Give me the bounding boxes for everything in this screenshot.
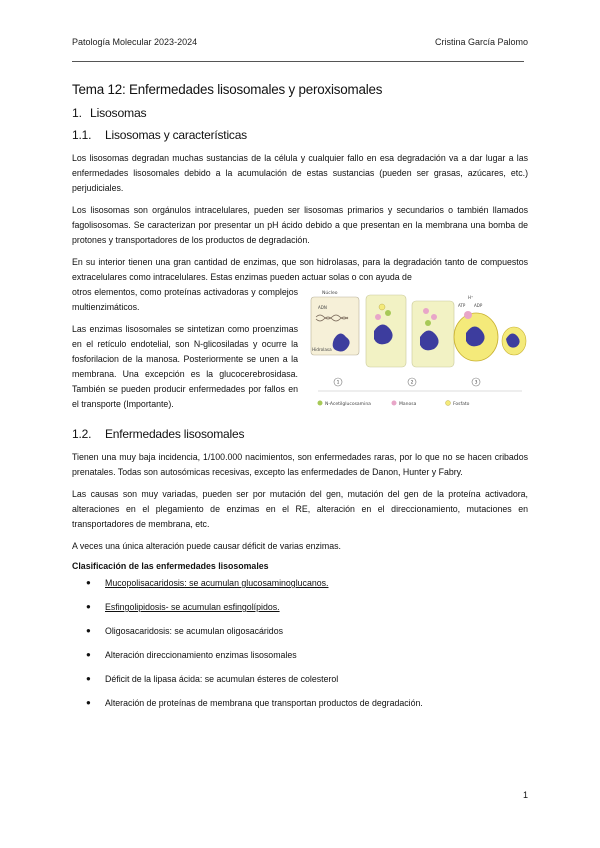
paragraph: En su interior tienen una gran cantidad de enzimas, que son hidrolasas, para la degradación tanto de compuestos extracelulares como intracelulares. Estas enzimas pueden actuar solas o con ayuda de [72, 257, 528, 282]
figure-wrap-section [72, 285, 528, 425]
label-h: H⁺ [468, 295, 474, 300]
lysosomal-enzyme-figure [308, 287, 528, 421]
paragraph: Tienen una muy baja incidencia, 1/100.000 nacimientos, son enfermedades raras, por lo que no se hacen cribados prenatales. Todas son autosómicas recesivas, excepto las enfermedades de Danon, Hunter y Fabry. [72, 452, 528, 477]
paragraph: A veces una única alteración puede causar déficit de varias enzimas. [72, 541, 341, 551]
list-item: ● Alteración de proteínas de membrana que transportan productos de degradación. [86, 698, 423, 708]
svg-text:2: 2 [410, 380, 414, 386]
section-heading-1: 1. Lisosomas [72, 106, 147, 120]
paragraph: Las causas son muy variadas, pueden ser por mutación del gen, mutación del gen de la proteína activadora, alteraciones en el plegamiento de enzimas en el RE, alteración en el direccionamiento, mutaciones en transportadores de membrana, etc. [72, 489, 528, 529]
paragraph: otros elementos, como proteínas activadoras y complejos multienzimáticos. [72, 287, 298, 312]
section-heading-1-1: 1.1. Lisosomas y características [72, 128, 247, 142]
legend-manosa-swatch [392, 401, 397, 406]
legend-manosa: Manosa [399, 402, 417, 407]
page-number: 1 [522, 790, 528, 800]
label-nucleo: Núcleo [322, 291, 338, 296]
legend-fosfato: Fosfato [453, 402, 470, 407]
label-hidrolasa: Hidrolasa [312, 347, 332, 352]
svg-text:1: 1 [336, 380, 340, 386]
label-atp: ATP [458, 303, 466, 308]
header-author: Cristina García Palomo [434, 37, 528, 47]
document-body [72, 82, 528, 721]
list-item: ● Alteración direccionamiento enzimas lisosomales [86, 650, 297, 660]
section-heading-1-2: 1.2. Enfermedades lisosomales [72, 427, 245, 441]
list-item: ● Déficit de la lipasa ácida: se acumulan ésteres de colesterol [86, 674, 339, 684]
classification-list [72, 577, 528, 709]
label-adp: ADP [474, 303, 483, 308]
legend-nacetyl-swatch [318, 401, 323, 406]
paragraph: Las enzimas lisosomales se sintetizan como proenzimas en el retículo endotelial, son N-glicosiladas y ocurre la fosforilacion de la manosa. Posteriormente se unen a la membrana. Una excepción es la glucocerebrosidasa. También se pueden producir enfermedades por fallos en el transporte (Importante). [72, 324, 298, 409]
svg-text:3: 3 [474, 380, 478, 386]
page-title: Tema 12: Enfermedades lisosomales y peroxisomales [72, 82, 383, 97]
legend-fosfato-swatch [446, 401, 451, 406]
legend-nacetyl: N-Acetilglucosamina [325, 402, 371, 407]
proton-pump-icon [464, 311, 472, 319]
header-rule [72, 61, 524, 62]
list-item: ● Mucopolisacaridosis: se acumulan glucosaminoglucanos. [86, 578, 329, 588]
header-course: Patología Molecular 2023-2024 [72, 37, 198, 47]
paragraph: Los lisosomas degradan muchas sustancias de la célula y cualquier fallo en esa degradación va a dar lugar a las enfermedades lisosomales debido a la acumulación de estas sustancias (pueden ser grasas, azúcares, etc.) perjudiciales. [72, 153, 528, 193]
list-item: ● Oligosacaridosis: se acumulan oligosacáridos [86, 626, 283, 636]
paragraph: Los lisosomas son orgánulos intracelulares, pueden ser lisosomas primarios y secundarios o también llamados fagolisosomas. Se caracterizan por presentar un pH ácido debido a que presentan en la membrana una bomba de protones y transportadores de los productos de degradación. [72, 205, 528, 245]
classification-title: Clasificación de las enfermedades lisosomales [72, 561, 269, 571]
label-adn: ADN [318, 305, 327, 310]
list-item: ● Esfingolipidosis- se acumulan esfingolípidos. [86, 602, 280, 612]
